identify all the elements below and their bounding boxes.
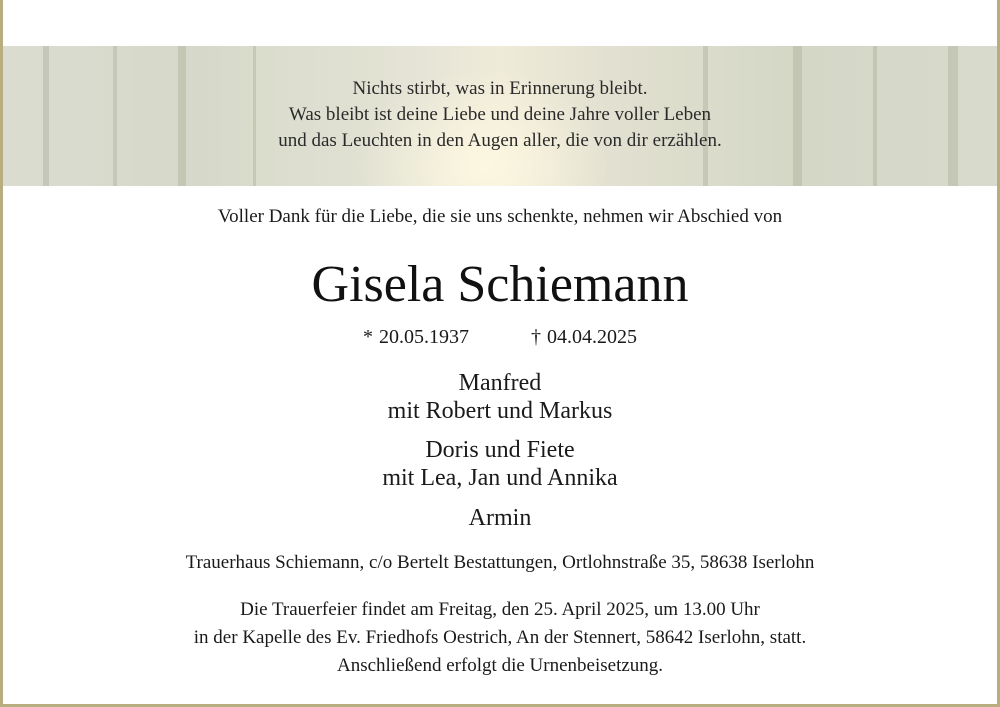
- family-group: [0, 369, 1000, 425]
- memorial-verse: [3, 76, 997, 154]
- verse-line: und das Leuchten in den Augen aller, die von dir erzählen.: [278, 130, 722, 151]
- service-line: in der Kapelle des Ev. Friedhofs Oestrich, An der Stennert, 58642 Iserlohn, statt.: [193, 627, 807, 648]
- service-line: Die Trauerfeier findet am Freitag, den 25. April 2025, um 13.00 Uhr: [240, 599, 760, 620]
- service-line: Anschließend erfolgt die Urnenbeisetzung.: [336, 655, 664, 676]
- verse-line: Was bleibt ist deine Liebe und deine Jahre voller Leben: [288, 104, 712, 125]
- family-line: Doris und Fiete: [425, 437, 575, 463]
- mourning-house-address: Trauerhaus Schiemann, c/o Bertelt Bestattungen, Ortlohnstraße 35, 58638 Iserlohn: [185, 552, 815, 573]
- family-line: Manfred: [458, 370, 542, 396]
- family-line: Armin: [468, 505, 532, 531]
- deceased-name: Gisela Schiemann: [311, 256, 689, 313]
- life-dates: [0, 326, 1000, 349]
- family-group: [0, 436, 1000, 492]
- family-line: mit Lea, Jan und Annika: [382, 465, 618, 491]
- family-line: mit Robert und Markus: [387, 398, 613, 424]
- birth-date: * 20.05.1937: [363, 326, 469, 348]
- funeral-service-info: [0, 596, 1000, 680]
- forest-banner-image: [3, 46, 997, 186]
- farewell-intro: Voller Dank für die Liebe, die sie uns schenkte, nehmen wir Abschied von: [217, 206, 783, 227]
- death-date: † 04.04.2025: [531, 326, 637, 348]
- verse-line: Nichts stirbt, was in Erinnerung bleibt.: [352, 78, 648, 99]
- family-group: [0, 504, 1000, 532]
